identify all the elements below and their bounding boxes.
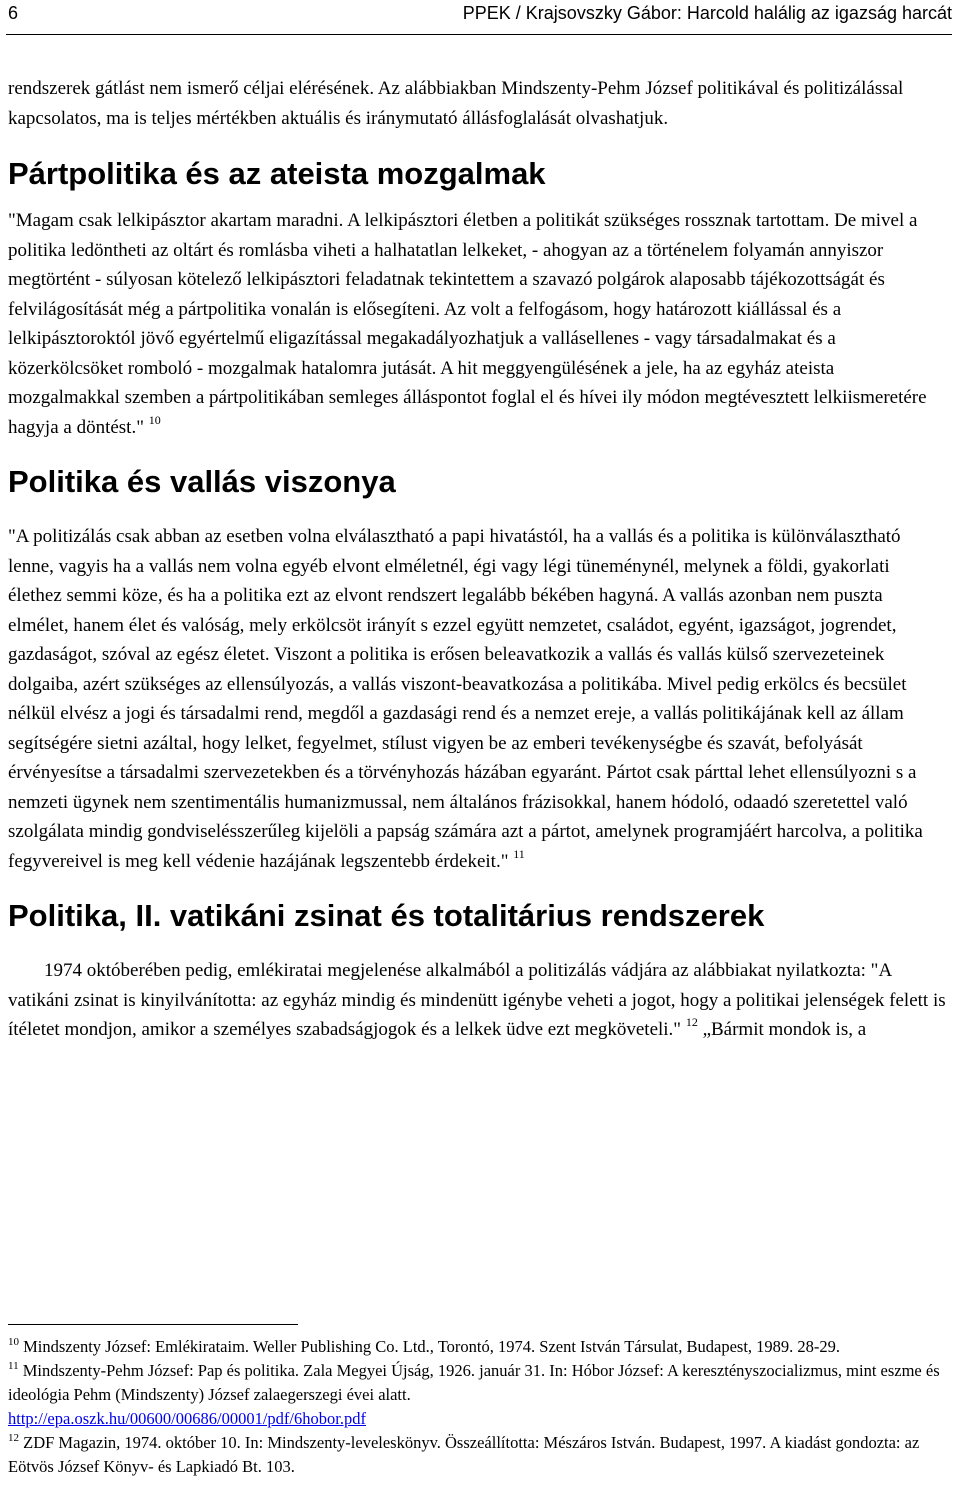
footnote-ref[interactable]: 10 bbox=[148, 412, 161, 427]
footnote-ref[interactable]: 11 bbox=[513, 846, 525, 861]
section-text-party-politics bbox=[8, 206, 948, 442]
intro-paragraph: rendszerek gátlást nem ismerő céljai elérésének. Az alábbiakban Mindszenty-Pehm József politikával és politizálással kapcsolatos, ma is teljes mértékben aktuális és iránymutató állásfoglalását olvashatjuk. bbox=[8, 78, 904, 129]
quote-text: "Magam csak lelkipásztor akartam maradni. A lelkipásztori életben a politikát szükséges rossznak tartottam. De mivel a politika ledöntheti az oltárt és romlásba viheti a halhatatlan lelkeket, - ahogyan az a történelem folyamán annyiszor megtörtént - súlyosan kötelező lelkipásztori feladatnak tekintettem a szavazó polgárok alaposabb tájékozottságát és felvilágosítását még a pártpolitika vonalán is elősegíteni. Az volt a felfogásom, hogy határozott kiállással és a lelkipásztoroktól jövő egyértelmű eligazítással megakadályozhatjuk a vallásellenes - vagy társadalmakat és a közerkölcsöket romboló - mozgalmak hatalomra jutását. A hit meggyengülésének a jele, ha az egyház ateista mozgalmakkal szemben a pártpolitikában semleges álláspontot foglal el és hívei ily módon megtévesztett lelkiismeretére hagyja a döntést." bbox=[8, 210, 927, 438]
footnote-10 bbox=[8, 1335, 948, 1359]
running-title: PPEK / Krajsovszky Gábor: Harcold halálig az igazság harcát bbox=[462, 3, 952, 23]
footnote-text: Mindszenty-Pehm József: Pap és politika. Zala Megyei Újság, 1926. január 31. In: Hóbor József: A keresztényszocializmus, mint eszme és ideológia Pehm (Mindszenty) József zalaegerszegi évei alatt. bbox=[8, 1361, 940, 1404]
page-header bbox=[6, 0, 952, 35]
footnote-ref[interactable]: 12 bbox=[685, 1015, 698, 1029]
section-text-vatican-council bbox=[8, 956, 948, 1045]
page-body bbox=[8, 74, 948, 1045]
section-heading-vatican-council: Politika, II. vatikáni zsinat és totalitárius rendszerek bbox=[8, 898, 765, 933]
footnote-separator bbox=[8, 1324, 298, 1325]
footnote-12 bbox=[8, 1431, 948, 1479]
footnote-number: 12 bbox=[8, 1432, 19, 1444]
section-heading-party-politics: Pártpolitika és az ateista mozgalmak bbox=[8, 156, 546, 191]
footnotes bbox=[8, 1324, 948, 1479]
body-text-tail: „Bármit mondok is, a bbox=[697, 1019, 867, 1040]
footnote-text: ZDF Magazin, 1974. október 10. In: Mindszenty-leveleskönyv. Összeállította: Mészáros István. Budapest, 1997. A kiadást gondozta: az Eötvös József Könyv- és Lapkiadó Bt. 103. bbox=[8, 1433, 920, 1476]
page-number: 6 bbox=[8, 3, 19, 23]
body-text: 1974 októberében pedig, emlékiratai megjelenése alkalmából a politizálás vádjára az alábbiakat nyilatkozta: "A vatikáni zsinat is kinyilvánította: az egyház mindig és mindenütt igénybe veheti a jogot, hogy a politikai jelenségek felett is ítéletet mondjon, amikor a személyes szabadságjogok és a lelkek üdve ezt megköveteli." bbox=[8, 960, 946, 1040]
footnote-number: 10 bbox=[8, 1336, 19, 1348]
section-text-politics-religion bbox=[8, 522, 948, 876]
footnote-11 bbox=[8, 1359, 948, 1431]
footnote-text: Mindszenty József: Emlékirataim. Weller Publishing Co. Ltd., Torontó, 1974. Szent István Társulat, Budapest, 1989. 28-29. bbox=[23, 1337, 841, 1356]
footnote-link[interactable]: http://epa.oszk.hu/00600/00686/00001/pdf/6hobor.pdf bbox=[8, 1409, 366, 1428]
footnote-number: 11 bbox=[8, 1360, 19, 1372]
section-heading-politics-religion: Politika és vallás viszonya bbox=[8, 464, 396, 499]
quote-text: "A politizálás csak abban az esetben volna elválasztható a papi hivatástól, ha a vallás és a politika is különválasztható lenne, vagyis ha a vallás nem volna egyéb elvont elméletnél, égi vagy légi tüneménynél, melynek a földi, gyakorlati élethez semmi köze, és ha a politika ezt az elvont rendszert legalább békében hagyná. A vallás azonban nem puszta elmélet, hanem élet és valóság, mely erkölcsöt irányít s ezzel együtt nemzetet, családot, egyént, igazságot, jogrendet, gazdaságot, szóval az egész életet. Viszont a politika is erősen beleavatkozik a vallás és vallás külső szervezeteinek dolgaiba, azért szükséges az ellensúlyozás, a vallás viszont-beavatkozása a politikába. Mivel pedig erkölcs és becsület nélkül elvész a jogi és társadalmi rend, megdől a gazdasági rend és a nemzet ereje, a vallás politikájának kell az állam segítségére sietni azáltal, hogy lelket, fegyelmet, stílust vigyen be az emberi tevékenységbe és szavát, befolyását érvényesítse a társadalmi szervezetekben és a törvényhozás házában egyaránt. Pártot csak párttal lehet ellensúlyozni s a nemzeti ügynek nem szentimentális humanizmussal, nem általános frázisokkal, hanem hódoló, odaadó szeretettel való szolgálata mindig gondviselésszerűleg kijelöli a papság számára azt a pártot, amelynek programjáért harcolva, a politika fegyvereivel is meg kell védenie hazájának legszentebb érdekeit." bbox=[8, 526, 923, 872]
